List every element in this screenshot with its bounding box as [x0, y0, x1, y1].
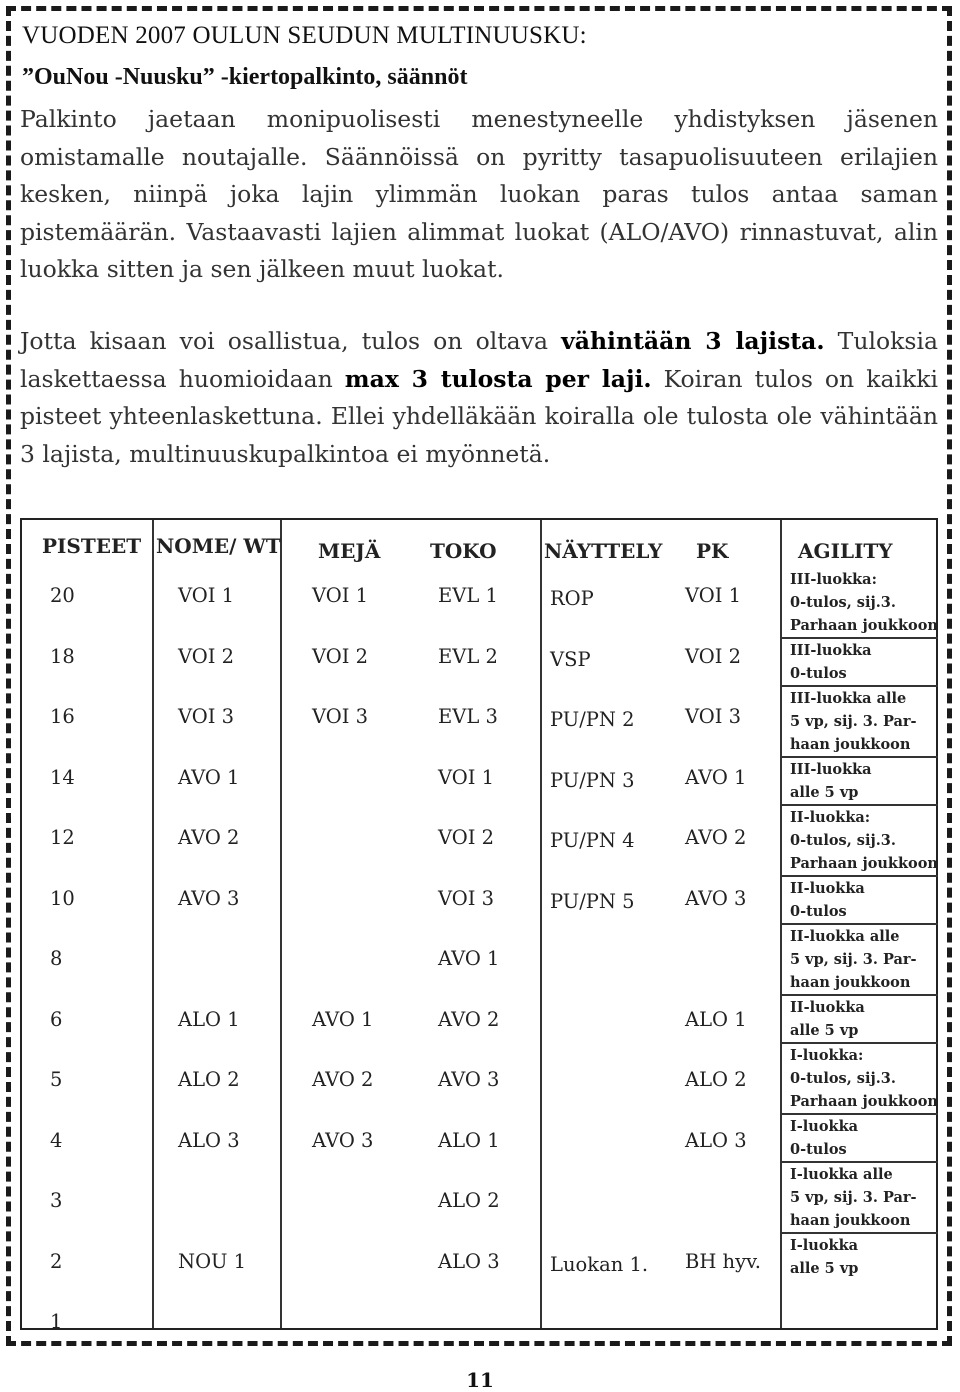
cell-nome-wt: ALO 3: [178, 1128, 240, 1152]
agility-entry: [790, 877, 938, 923]
agility-line-text: III-luokka: [790, 761, 872, 778]
table-row: [22, 584, 780, 644]
cell-toko: EVL 1: [438, 584, 498, 607]
cell-points: 2: [50, 1249, 63, 1273]
agility-line-text: Parhaan joukkoon: [790, 855, 938, 872]
agility-line-text: Parhaan joukkoon: [790, 1093, 938, 1110]
points-table: [20, 518, 938, 1333]
agility-entry: [790, 1115, 938, 1161]
cell-toko: AVO 1: [438, 947, 500, 970]
cell-points: 18: [50, 644, 75, 668]
table-row: [22, 1310, 780, 1370]
table-row: [22, 1068, 780, 1128]
rules-subheading: ”OuNou -Nuusku” -kiertopalkinto, säännöt: [22, 64, 468, 90]
cell-nome-wt: ALO 2: [178, 1068, 240, 1091]
agility-entry: [790, 1234, 938, 1280]
cell-nome-wt: NOU 1: [178, 1249, 247, 1273]
cell-points: 10: [50, 886, 75, 910]
cell-nome-wt: AVO 2: [178, 826, 240, 849]
cell-points: 14: [50, 765, 75, 789]
agility-entry: [790, 758, 938, 804]
agility-entry: [790, 1044, 938, 1113]
agility-line-text: 0-tulos, sij.3.: [790, 1070, 896, 1087]
paragraph-bold: vähintään 3 lajista.: [561, 327, 825, 355]
agility-entry: [790, 687, 938, 756]
cell-points: 1: [50, 1310, 63, 1333]
participation-paragraph: [20, 323, 938, 473]
table-row: [22, 645, 780, 705]
header-pisteet: PISTEET: [42, 534, 142, 558]
cell-pk: VOI 3: [685, 705, 742, 728]
cell-pk: ALO 3: [685, 1128, 747, 1152]
agility-entry: [790, 568, 938, 637]
agility-line-text: 5 vp, sij. 3. Par-: [790, 713, 917, 730]
agility-line-text: II-luokka: [790, 999, 865, 1016]
cell-nayttely: Luokan 1.: [550, 1252, 649, 1276]
cell-toko: VOI 1: [438, 765, 495, 789]
paragraph-bold: max 3 tulosta per laji.: [344, 364, 652, 393]
agility-line-text: I-luokka: [790, 1237, 859, 1254]
agility-line-text: 0-tulos, sij.3.: [790, 594, 896, 611]
table-row: [22, 1008, 780, 1068]
cell-nome-wt: VOI 3: [178, 705, 235, 728]
cell-nayttely: ROP: [550, 587, 594, 610]
agility-line-text: alle 5 vp: [790, 1022, 859, 1039]
agility-entry: [790, 925, 938, 994]
table-row: [22, 826, 780, 886]
agility-line-text: 0-tulos: [790, 1141, 847, 1158]
table-row: [22, 1189, 780, 1249]
cell-meja: AVO 2: [312, 1068, 374, 1091]
agility-line-text: 0-tulos, sij.3.: [790, 832, 896, 849]
cell-nayttely: PU/PN 3: [550, 768, 635, 792]
cell-toko: ALO 3: [438, 1249, 500, 1273]
paragraph-text: Tuloksia laskettaessa huomioidaan: [20, 327, 938, 393]
cell-points: 3: [50, 1189, 63, 1212]
agility-line-text: II-luokka:: [790, 809, 871, 826]
table-row: [22, 947, 780, 1007]
cell-nome-wt: AVO 1: [178, 765, 240, 789]
cell-points: 20: [50, 584, 75, 607]
agility-line-text: III-luokka: [790, 642, 872, 659]
paragraph-text: Jotta kisaan voi osallistua, tulos on oltava: [20, 327, 562, 355]
cell-meja: VOI 3: [312, 705, 369, 728]
paragraph-text: Koiran tulos on kaikki pisteet yhteenlaskettuna. Ellei yhdelläkään koiralla ole tulosta ole vähintään 3 lajista, multinuuskupalkintoa ei myönnetä.: [20, 364, 938, 468]
cell-nayttely: PU/PN 5: [550, 889, 635, 913]
header-nayttely: NÄYTTELY: [544, 539, 663, 563]
agility-line-text: alle 5 vp: [790, 1260, 859, 1277]
cell-toko: ALO 2: [438, 1189, 500, 1212]
agility-line-text: II-luokka alle: [790, 928, 900, 945]
cell-pk: VOI 2: [685, 644, 742, 668]
agility-line-text: haan joukkoon: [790, 974, 911, 991]
cell-toko: VOI 2: [438, 826, 495, 849]
cell-points: 8: [50, 947, 63, 970]
cell-pk: AVO 1: [685, 765, 747, 789]
cell-nome-wt: VOI 2: [178, 644, 235, 668]
cell-points: 16: [50, 705, 75, 728]
cell-nome-wt: VOI 1: [178, 584, 235, 607]
agility-line-text: 0-tulos: [790, 903, 847, 920]
agility-line-text: 5 vp, sij. 3. Par-: [790, 1189, 917, 1206]
cell-points: 5: [50, 1068, 63, 1091]
cell-pk: ALO 1: [685, 1007, 747, 1031]
cell-nayttely: VSP: [550, 647, 591, 671]
cell-toko: AVO 3: [438, 1068, 500, 1091]
agility-entry: [790, 806, 938, 875]
header-nome-wt: NOME/ WT: [156, 534, 281, 558]
cell-nayttely: PU/PN 2: [550, 708, 635, 731]
agility-line-text: alle 5 vp: [790, 784, 859, 801]
agility-line-text: III-luokka:: [790, 571, 877, 588]
cell-pk: ALO 2: [685, 1068, 747, 1091]
table-row: [22, 766, 780, 826]
agility-line-text: haan joukkoon: [790, 1212, 911, 1229]
cell-pk: VOI 1: [685, 584, 742, 607]
cell-nayttely: PU/PN 4: [550, 829, 635, 852]
agility-line-text: II-luokka: [790, 880, 865, 897]
agility-entry: [790, 1163, 938, 1232]
header-toko: TOKO: [430, 539, 497, 563]
cell-meja: VOI 1: [312, 584, 369, 607]
agility-line-text: I-luokka:: [790, 1047, 864, 1064]
cell-points: 4: [50, 1128, 63, 1152]
agility-entry: [790, 996, 938, 1042]
cell-meja: VOI 2: [312, 644, 369, 668]
agility-line-text: 5 vp, sij. 3. Par-: [790, 951, 917, 968]
cell-points: 12: [50, 826, 75, 849]
cell-toko: VOI 3: [438, 886, 495, 910]
cell-pk: BH hyv.: [685, 1249, 762, 1273]
cell-meja: AVO 1: [312, 1007, 374, 1031]
table-row: [22, 887, 780, 947]
header-agility: AGILITY: [798, 539, 893, 563]
agility-line-text: I-luokka alle: [790, 1166, 893, 1183]
agility-entry: [790, 639, 938, 685]
cell-toko: EVL 2: [438, 644, 498, 668]
agility-line-text: Parhaan joukkoon: [790, 617, 938, 634]
cell-points: 6: [50, 1007, 63, 1031]
header-meja: MEJÄ: [318, 539, 381, 563]
cell-toko: AVO 2: [438, 1007, 500, 1031]
cell-pk: AVO 2: [685, 826, 747, 849]
cell-meja: AVO 3: [312, 1128, 374, 1152]
page-heading: VUODEN 2007 OULUN SEUDUN MULTINUUSKU:: [22, 22, 587, 49]
agility-line-text: III-luokka alle: [790, 690, 907, 707]
cell-nome-wt: AVO 3: [178, 886, 240, 910]
header-pk: PK: [696, 539, 729, 563]
agility-line-text: 0-tulos: [790, 665, 847, 682]
table-row: [22, 1129, 780, 1189]
cell-pk: AVO 3: [685, 886, 747, 910]
table-row: [22, 705, 780, 765]
agility-line-text: haan joukkoon: [790, 736, 911, 753]
agility-line-text: I-luokka: [790, 1118, 859, 1135]
page-number: 11: [466, 1368, 494, 1392]
table-row: [22, 1250, 780, 1310]
cell-nome-wt: ALO 1: [178, 1007, 240, 1031]
cell-toko: EVL 3: [438, 705, 498, 728]
cell-toko: ALO 1: [438, 1128, 500, 1152]
intro-paragraph: Palkinto jaetaan monipuolisesti menestyneelle yhdistyksen jäsenen omistamalle noutajalle. Säännöissä on pyritty tasapuolisuuteen erilajien kesken, niinpä joka lajin ylimmän luokan paras tulos antaa saman pistemäärän. Vastaavasti lajien alimmat luokat (ALO/AVO) rinnastuvat, alin luokka sitten ja sen jälkeen muut luokat.: [20, 105, 938, 283]
